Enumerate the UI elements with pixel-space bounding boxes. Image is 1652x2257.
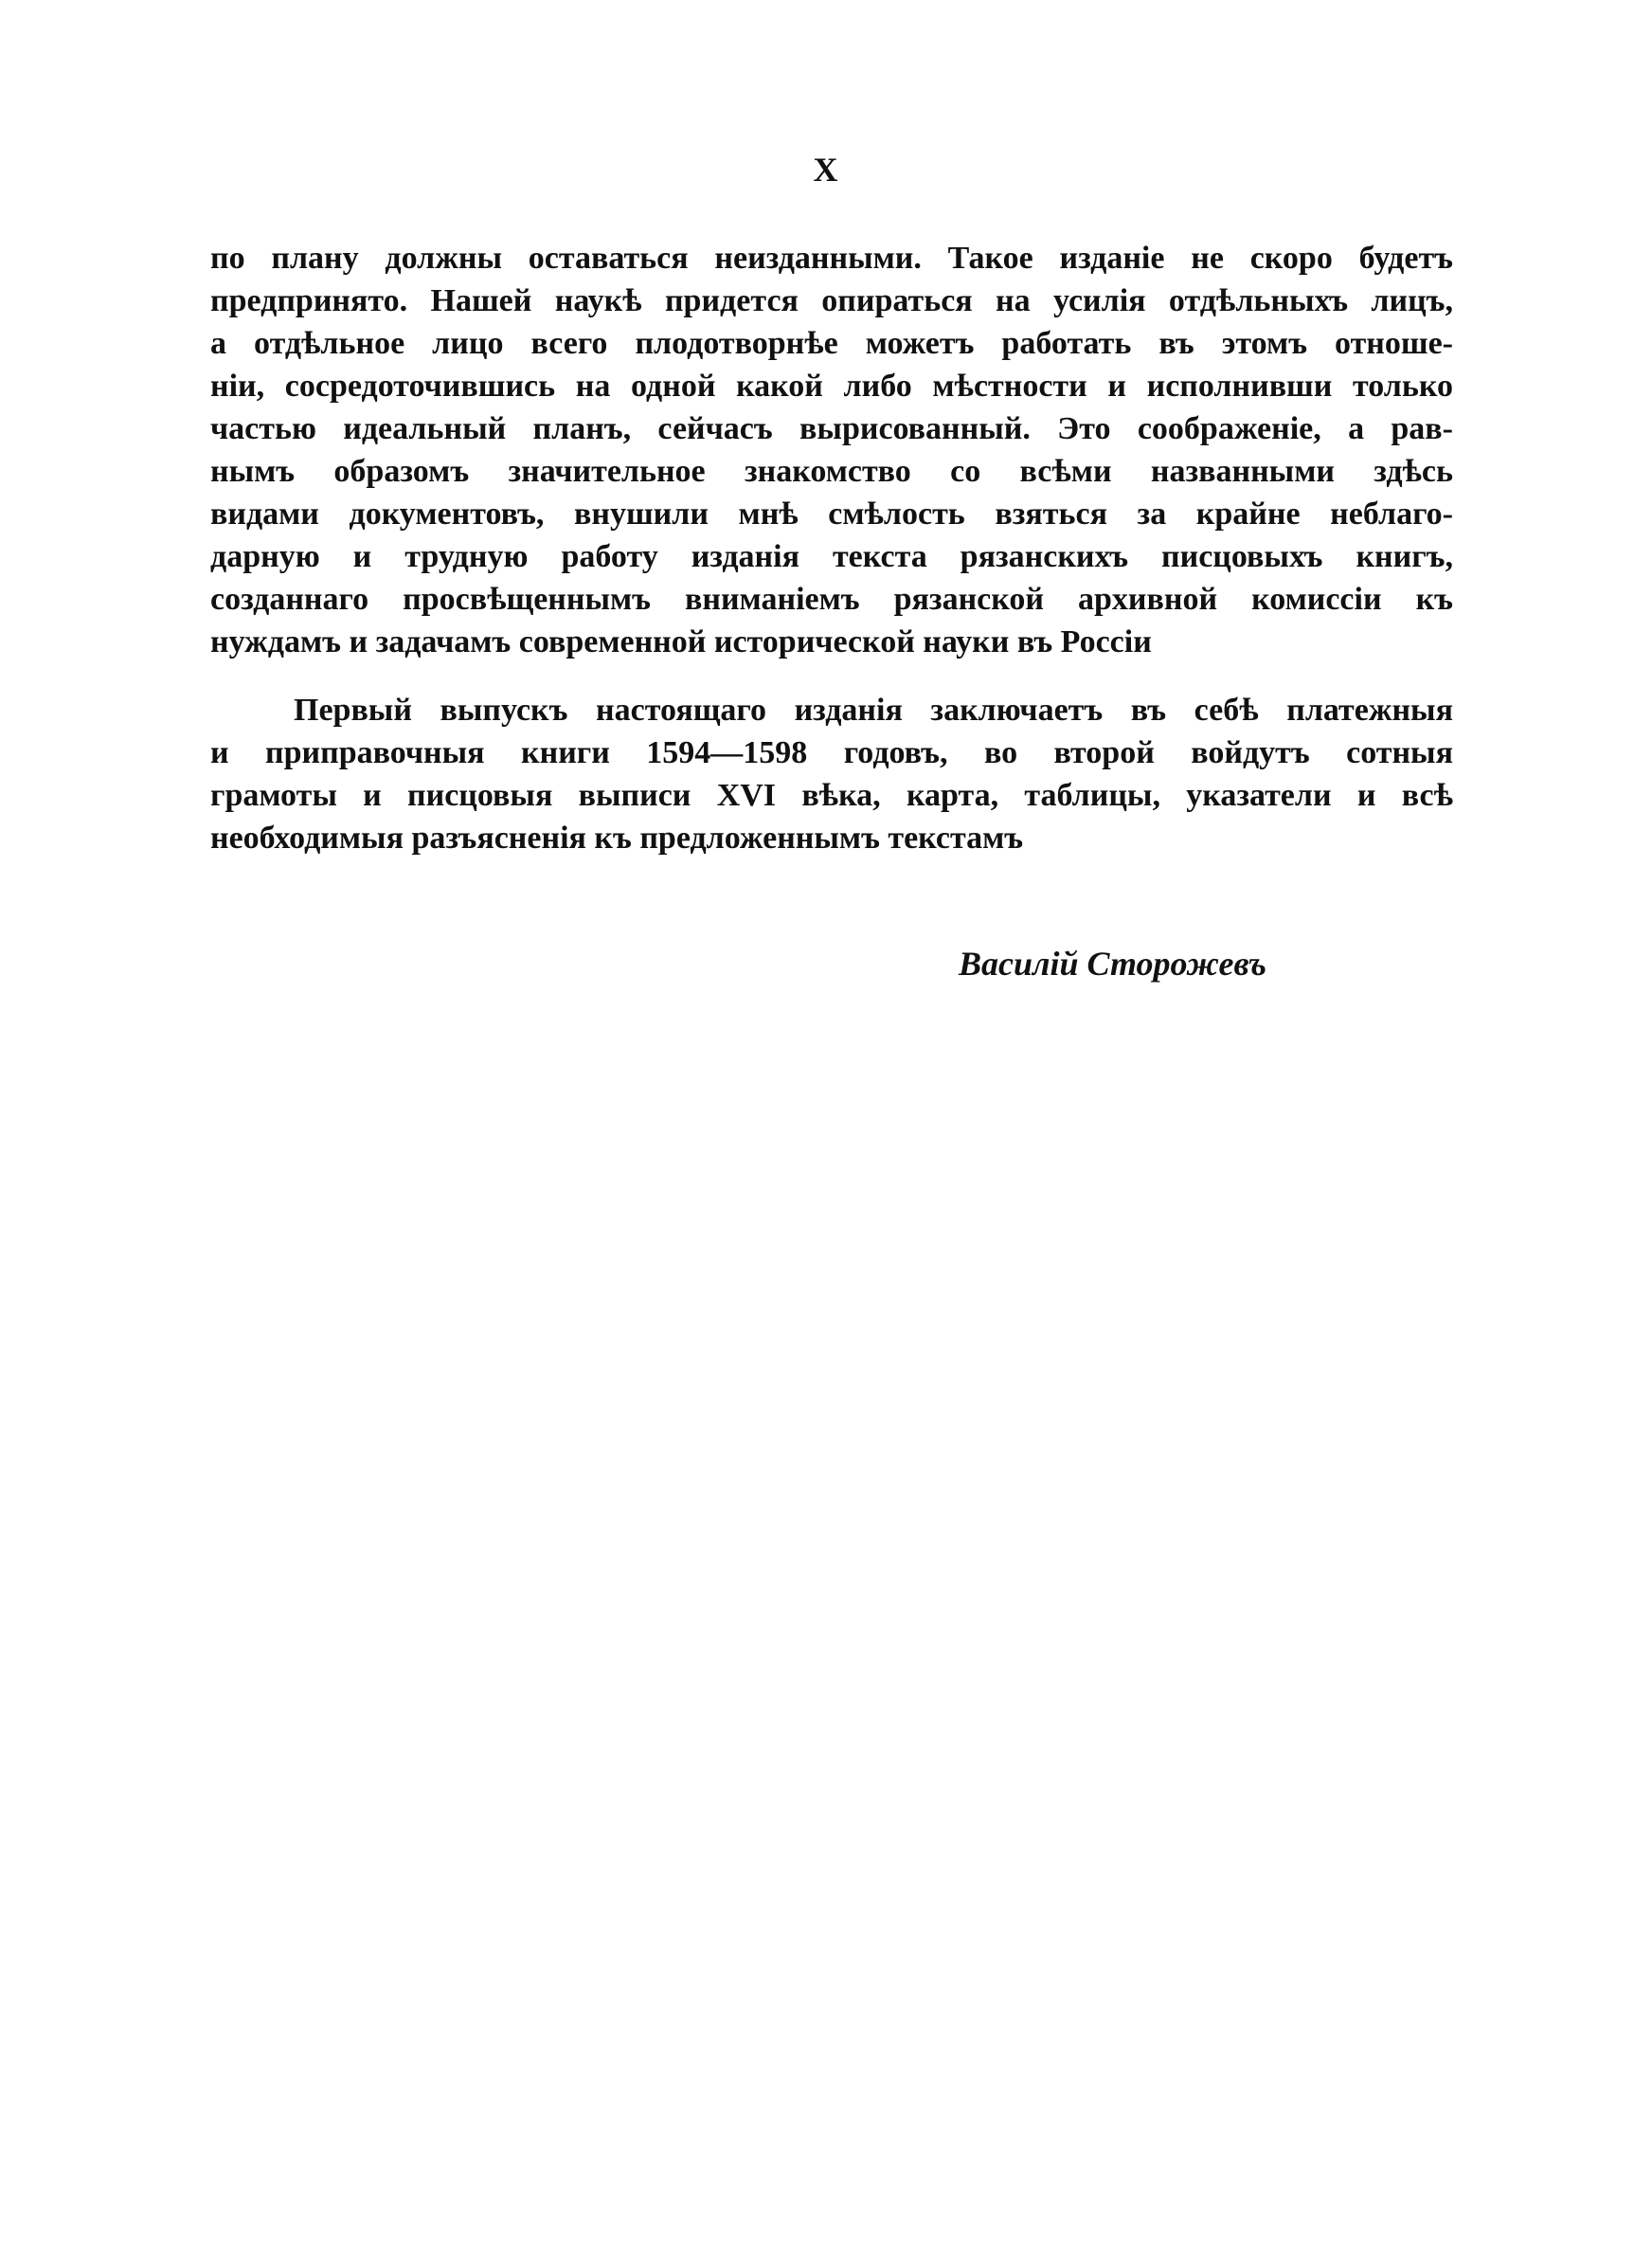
text-line: предпринято. Нашей наукѣ придется опираться на усилія отдѣльныхъ лицъ, [210, 283, 1453, 318]
page-number: X [813, 151, 839, 189]
text-line: необходимыя разъясненія къ предложеннымъ текстамъ [210, 821, 1024, 856]
text-line: и приправочныя книги 1594—1598 годовъ, во второй войдутъ сотныя [210, 735, 1453, 770]
text-line: дарную и трудную работу изданія текста рязанскихъ писцовыхъ книгъ, [210, 539, 1453, 574]
text-line: нымъ образомъ значительное знакомство со всѣми названными здѣсь [210, 454, 1453, 489]
author-signature: Василій Сторожевъ [959, 945, 1267, 983]
text-line: созданнаго просвѣщеннымъ вниманіемъ рязанской архивной комиссіи къ [210, 582, 1453, 617]
text-line: частью идеальный планъ, сейчасъ вырисованный. Это соображеніе, а рав- [210, 411, 1453, 446]
text-line: нуждамъ и задачамъ современной исторической науки въ Россіи [210, 624, 1152, 659]
paragraph-gap [210, 663, 1453, 689]
text-line: по плану должны оставаться неизданными. Такое изданіе не скоро будетъ [210, 241, 1453, 276]
paragraph-1 [210, 237, 1453, 663]
text-line: ніи, сосредоточившись на одной какой либо мѣстности и исполнивши только [210, 369, 1453, 404]
text-line: видами документовъ, внушили мнѣ смѣлость взяться за крайне неблаго- [210, 497, 1453, 532]
body-text [210, 237, 1453, 859]
text-line: грамоты и писцовыя выписи XVI вѣка, карта, таблицы, указатели и всѣ [210, 778, 1453, 813]
paragraph-2 [210, 689, 1453, 859]
text-line: а отдѣльное лицо всего плодотворнѣе можетъ работать въ этомъ отноше- [210, 326, 1453, 361]
text-line: Первый выпускъ настоящаго изданія заключаетъ въ себѣ платежныя [294, 693, 1453, 728]
